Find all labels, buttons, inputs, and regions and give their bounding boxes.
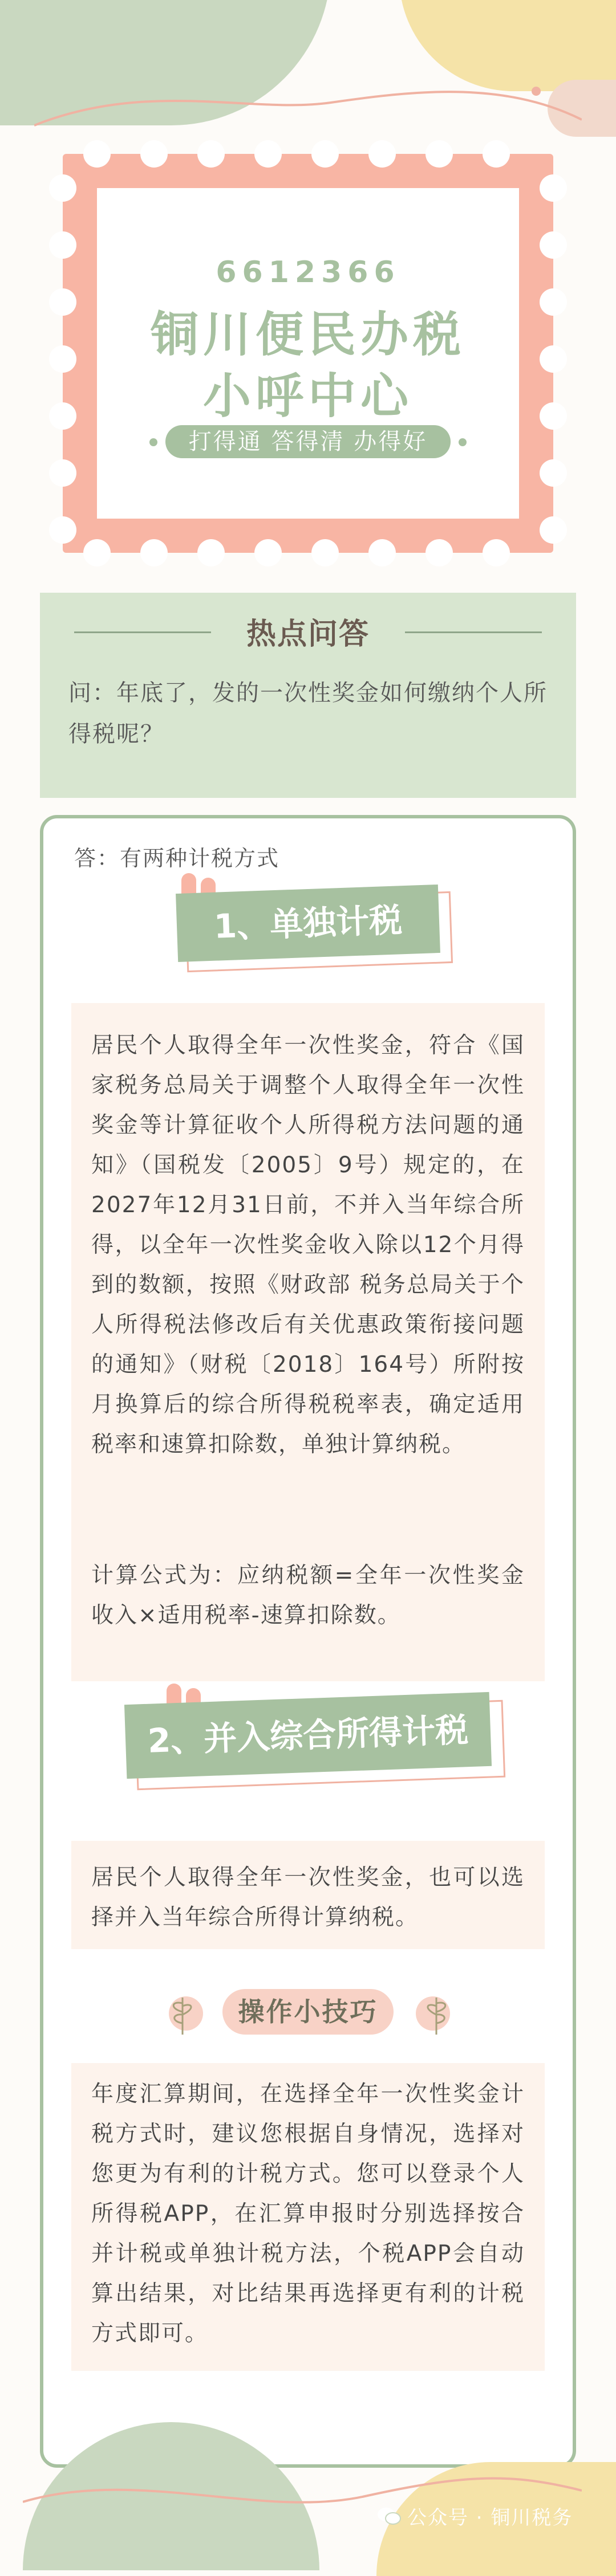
question-text: 问：年底了，发的一次性奖金如何缴纳个人所得税呢？ xyxy=(68,680,548,747)
watermark-text: 公众号 · 铜川税务 xyxy=(407,2506,573,2529)
stamp-scallop xyxy=(49,288,76,316)
stamp-scallop xyxy=(140,140,168,168)
stamp-scallop xyxy=(368,140,396,168)
tips-title: 操作小技巧 xyxy=(222,1989,394,2035)
stamp-scallop xyxy=(540,288,567,316)
stamp-scallop xyxy=(540,459,567,487)
stamp-scallop xyxy=(483,539,510,566)
stamp-scallop xyxy=(540,402,567,430)
stamp-scallop xyxy=(49,516,76,544)
stamp-scallop xyxy=(311,140,339,168)
answer-heading: 答：有两种计税方式 xyxy=(74,846,280,871)
stamp-scallop xyxy=(83,140,111,168)
hot-topic-title: 热点问答 xyxy=(246,617,370,651)
stamp-scallop xyxy=(49,231,76,259)
hotline-number: 6612366 xyxy=(216,255,400,290)
method1-formula: 计算公式为：应纳税额=全年一次性奖金收入×适用税率-速算扣除数。 xyxy=(91,1563,525,1628)
stamp-scallop xyxy=(49,402,76,430)
stamp-scallop xyxy=(49,345,76,373)
stamp-scallop xyxy=(197,140,225,168)
slogan-dot-right xyxy=(459,438,467,446)
stamp-scallop xyxy=(254,539,282,566)
stamp-scallop xyxy=(425,539,453,566)
leaf-icon-right xyxy=(414,1986,459,2037)
stamp-scallop xyxy=(483,140,510,168)
stamp-scallop xyxy=(540,174,567,202)
page-title-line2: 小呼中心 xyxy=(202,368,413,424)
wechat-icon xyxy=(376,2506,402,2526)
tips-paragraph: 年度汇算期间，在选择全年一次性奖金计税方式时，建议您根据自身情况，选择对您更为有利的计税方式。您可以登录个人所得税APP，在汇算申报时分别选择按合并计税或单独计税方法，个税APP会自动算出结果，对比结果再选择更有利的计税方式即可。 xyxy=(91,2081,525,2346)
method1-title: 1、单独计税 xyxy=(176,885,440,962)
stamp-scallop xyxy=(49,174,76,202)
stamp-scallop xyxy=(540,231,567,259)
leaf-icon-left xyxy=(160,1986,205,2037)
stamp-scallop xyxy=(49,459,76,487)
stamp-scallop xyxy=(140,539,168,566)
stamp-scallop xyxy=(254,140,282,168)
watermark xyxy=(376,2502,573,2530)
stamp-scallop xyxy=(311,539,339,566)
slogan-dot-left xyxy=(149,438,157,446)
stamp-scallop xyxy=(368,539,396,566)
slogan-pill: 打得通 答得清 办得好 xyxy=(165,425,451,458)
stamp-scallop xyxy=(83,539,111,566)
stamp-scallop xyxy=(540,516,567,544)
method2-paragraph: 居民个人取得全年一次性奖金，也可以选择并入当年综合所得计算纳税。 xyxy=(91,1865,525,1930)
stamp-scallop xyxy=(425,140,453,168)
stamp-scallop xyxy=(540,345,567,373)
method2-title: 2、并入综合所得计税 xyxy=(124,1692,492,1779)
method1-paragraph: 居民个人取得全年一次性奖金，符合《国家税务总局关于调整个人取得全年一次性奖金等计算征收个人所得税方法问题的通知》（国税发〔2005〕9号）规定的，在2027年12月31日前，不并入当年综合所得，以全年一次性奖金收入除以12个月得到的数额，按照《财政部 税务总局关于个人所得税法修改后有关优惠政策衔接问题的通知》（财税〔2018〕164号）所附按月换算后的综合所得税税率表，确定适用税率和速算扣除数，单独计算纳税。 xyxy=(91,1033,525,1457)
stamp-scallop xyxy=(197,539,225,566)
page-title-line1: 铜川便民办税 xyxy=(150,307,465,362)
